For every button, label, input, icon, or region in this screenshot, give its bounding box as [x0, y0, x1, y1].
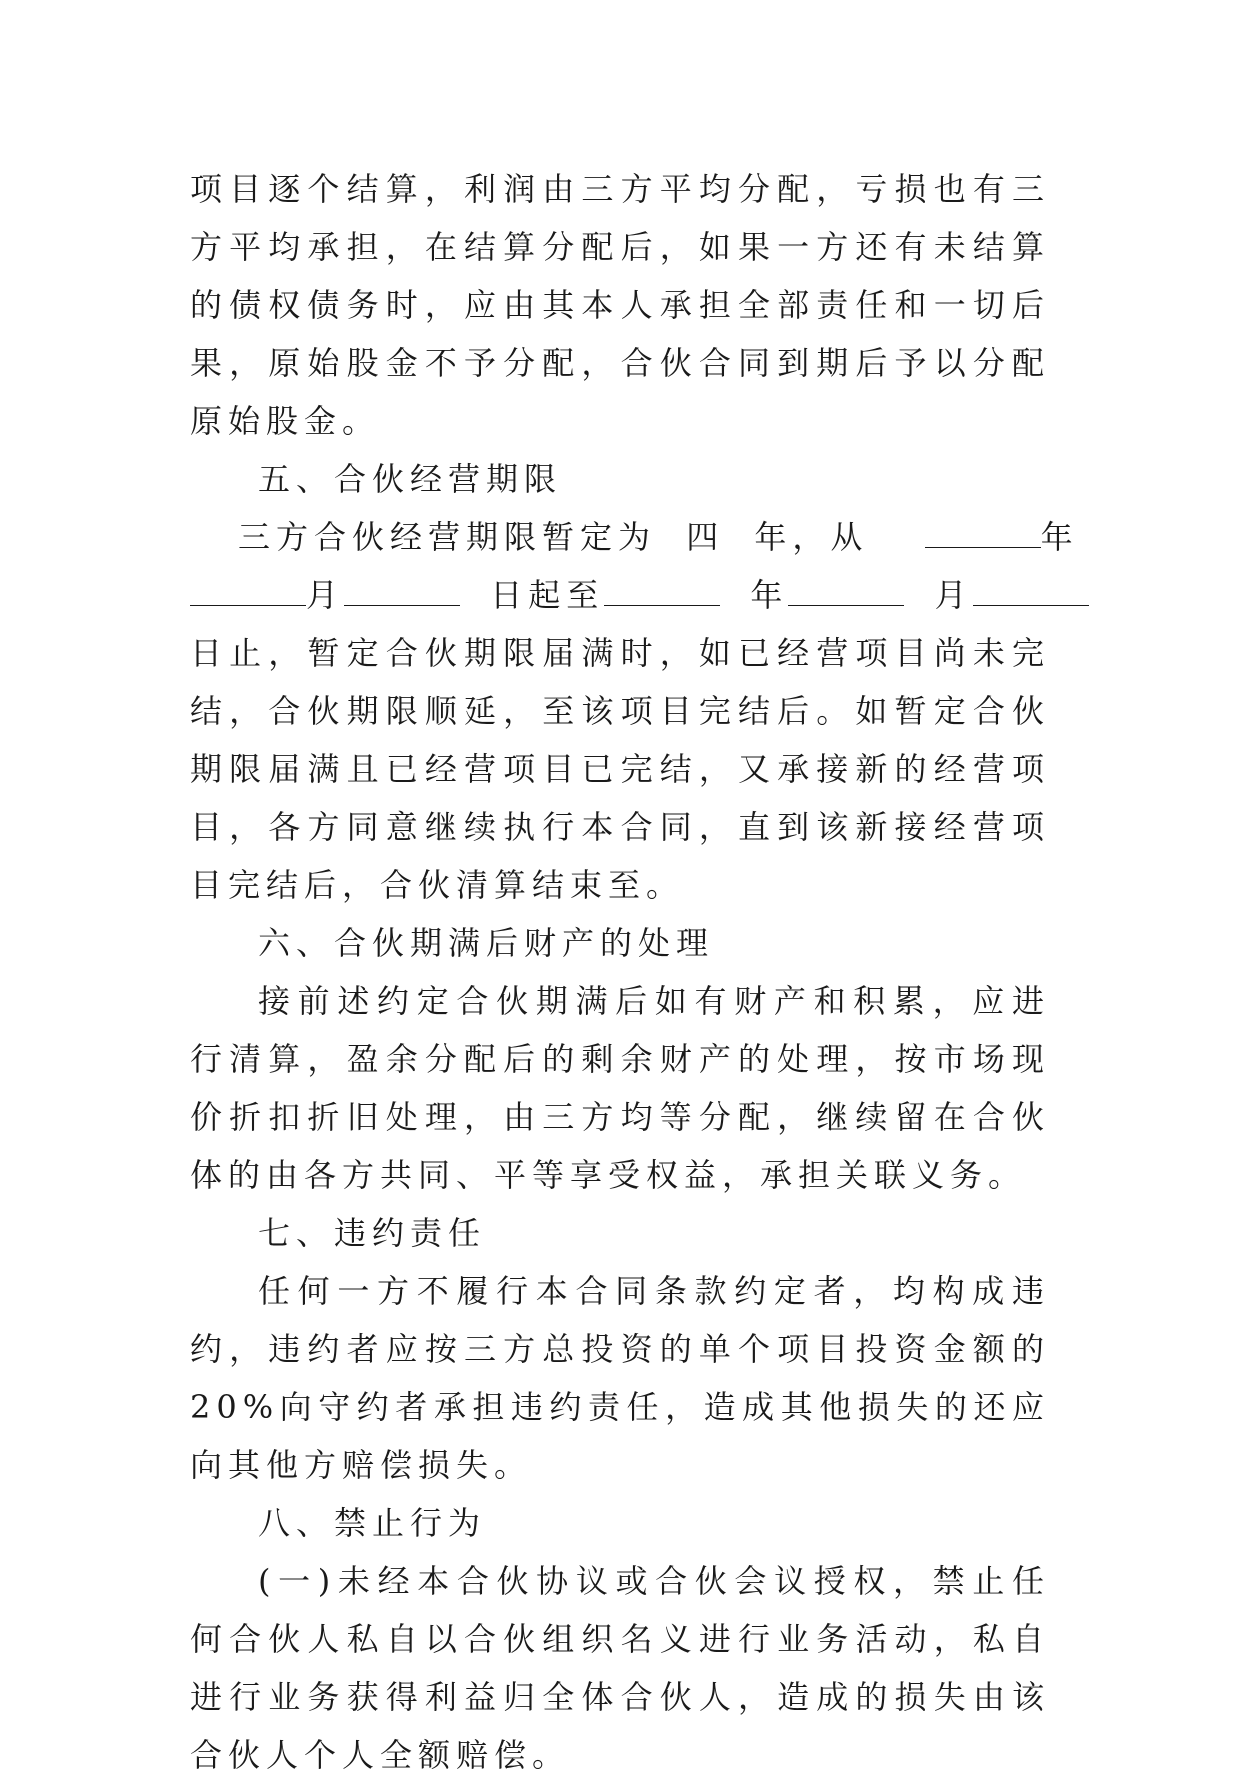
blank-start-year[interactable]: [925, 517, 1041, 548]
blank-end-day-pre[interactable]: [973, 575, 1089, 606]
document-page: [190, 160, 1079, 1784]
term-rest-paragraph: 日止，暂定合伙期限届满时，如已经营项目尚未完结，合伙期限顺延，至该项目完结后。如暂定合伙期限届满且已经营项目已完结，又承接新的经营项目，各方同意继续执行本合同，直到该新接经营项目完结后，合伙清算结束至。: [190, 634, 1050, 904]
term-years: 四: [686, 518, 725, 556]
section-6-heading: 六、合伙期满后财产的处理: [258, 924, 715, 962]
blank-end-year-pre[interactable]: [604, 575, 720, 606]
section-8-item-1: (一)未经本合伙协议或合伙会议授权，禁止任何合伙人私自以合伙组织名义进行业务活动，私自进行业务获得利益归全体合伙人，造成的损失由该合伙人个人全额赔偿。: [190, 1562, 1050, 1774]
term-unit-month: 月: [306, 576, 345, 614]
section-8-heading: 八、禁止行为: [258, 1504, 487, 1542]
term-unit-year2: 年: [750, 576, 789, 614]
blank-start-month[interactable]: [190, 575, 306, 606]
term-line-2: [190, 566, 1050, 624]
term-unit-month2: 月: [934, 576, 973, 614]
blank-start-day[interactable]: [344, 575, 460, 606]
term-unit-year: 年: [1040, 518, 1079, 556]
term-from: 年，从: [754, 518, 869, 556]
term-line-1: [190, 508, 1079, 566]
term-prefix: 三方合伙经营期限暂定为: [238, 518, 657, 556]
section-5-heading: 五、合伙经营期限: [258, 460, 563, 498]
section-7-heading: 七、违约责任: [258, 1214, 487, 1252]
section-6-paragraph: 接前述约定合伙期满后如有财产和积累，应进行清算，盈余分配后的剩余财产的处理，按市场现价折扣折旧处理，由三方均等分配，继续留在合伙体的由各方共同、平等享受权益，承担关联义务。: [190, 982, 1050, 1194]
term-unit-day-from: 日起至: [490, 576, 605, 614]
blank-end-month-pre[interactable]: [788, 575, 904, 606]
settlement-paragraph: 项目逐个结算，利润由三方平均分配，亏损也有三方平均承担，在结算分配后，如果一方还有未结算的债权债务时，应由其本人承担全部责任和一切后果，原始股金不予分配，合伙合同到期后予以分配原始股金。: [190, 170, 1050, 440]
section-7-paragraph: 任何一方不履行本合同条款约定者，均构成违约，违约者应按三方总投资的单个项目投资金额的20%向守约者承担违约责任，造成其他损失的还应向其他方赔偿损失。: [190, 1272, 1050, 1484]
